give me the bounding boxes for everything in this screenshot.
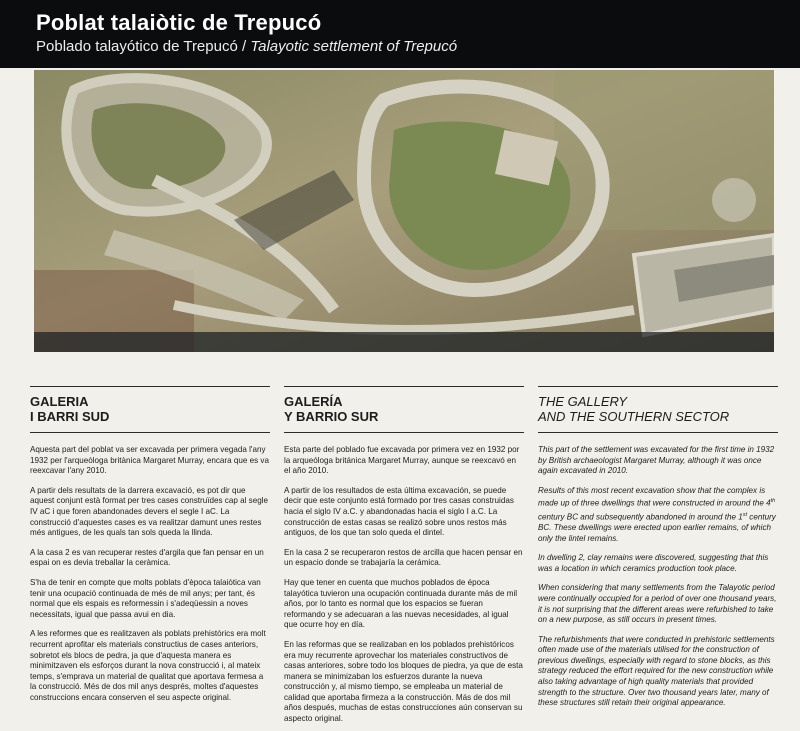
paragraph: In dwelling 2, clay remains were discovered, suggesting that this was a location in which ceramics production took place. xyxy=(538,553,769,573)
page-title: Poblat talaiòtic de Trepucó xyxy=(36,10,322,35)
paragraph: Hay que tener en cuenta que muchos poblados de época talayótica tuvieron una ocupación continuada durante más de mil años, por lo tanto es normal que los espacios se fueran reformando y se adecuaran a las nuevas necesidades, al igual que ocurre hoy en día. xyxy=(284,577,518,630)
heading-rule-top xyxy=(538,386,778,387)
heading-line-2: AND THE SOUTHERN SECTOR xyxy=(538,409,730,424)
paragraph: When considering that many settlements from the Talayotic period were continually occupied for a period of over one thousand years, it is not surprising that the different areas were refurbished to take on a new purpose, as still occurs in present times. xyxy=(538,583,777,625)
heading-line-1: GALERIA xyxy=(30,394,89,409)
column-catalan xyxy=(30,386,270,712)
panel-header xyxy=(0,0,800,68)
section-heading xyxy=(30,394,270,424)
paragraph: A partir dels resultats de la darrera excavació, es pot dir que aquest conjunt està format per tres cases construïdes cap al segle IV aC i que foren abandonades devers el segle I aC. La construcció d'aquestes cases es va realitzar damunt unes restes més antigues, de les quals tan sols queda la llinda. xyxy=(30,485,268,538)
section-heading xyxy=(284,394,524,424)
heading-line-1: GALERÍA xyxy=(284,394,343,409)
paragraph: A la casa 2 es van recuperar restes d'argila que fan pensar en un espai on es devia treballar la ceràmica. xyxy=(30,547,264,568)
heading-rule-top xyxy=(284,386,524,387)
paragraph: Results of this most recent excavation show that the complex is made up of three dwellings that were constructed in around the 4th century BC and subsequently abandoned in around the 1st century BC. These dwellings were erected upon earlier remains, of which only the lintel remains. xyxy=(538,485,776,543)
heading-line-1: THE GALLERY xyxy=(538,394,628,409)
column-english xyxy=(538,386,778,718)
subtitle-spanish: Poblado talayótico de Trepucó / xyxy=(36,38,247,55)
aerial-photo xyxy=(34,70,774,352)
paragraph: Aquesta part del poblat va ser excavada per primera vegada l'any 1932 per l'arqueòloga britànica Margaret Murray, encara que es va reexcavar l'any 2010. xyxy=(30,445,269,476)
page-subtitle xyxy=(36,38,457,55)
heading-rule-bottom xyxy=(30,432,270,433)
paragraph: The refurbishments that were conducted in prehistoric settlements often made use of the materials utilised for the construction of previous dwellings, especially with regard to stone blocks, as this strategy reduced the effort required for the new construction while also taking advantage of high quality materials that provided strength to the structure. Over two thousand years later, many of these structures still retain their original appearance. xyxy=(538,634,775,708)
paragraph: En las reformas que se realizaban en los poblados prehistóricos era muy recurrente aprovechar los materiales constructivos de casas anteriores, sobre todo los bloques de piedra, ya que de esta manera se minimizaban los esfuerzos durante la nueva construcción y, al mismo tiempo, se empleaba un material de calidad que aportaba firmeza a la construcción. Más de dos mil años después, muchas de estas construcciones aún conservan su aspecto original. xyxy=(284,639,523,724)
heading-rule-top xyxy=(30,386,270,387)
section-heading xyxy=(538,394,778,424)
paragraph: Esta parte del poblado fue excavada por primera vez en 1932 por la arqueóloga británica Margaret Murray, aunque se reexcavó en el año 2010. xyxy=(284,445,520,476)
heading-rule-bottom xyxy=(538,432,778,433)
paragraph: A les reformes que es realitzaven als poblats prehistòrics era molt recurrent aprofitar els materials constructius de cases anteriors, sobretot els blocs de pedra, ja que d'aquesta manera es minimitzaven els esforços durant la nova construcció i, al mateix temps, s'emprava un material de qualitat que aportava fermesa a la construcció. Més de dos mil anys després, moltes d'aquestes construccions encara conserven el seu aspecte original. xyxy=(30,629,266,702)
heading-line-2: I BARRI SUD xyxy=(30,409,110,424)
paragraph: S'ha de tenir en compte que molts poblats d'època talaiòtica van tenir una ocupació continuada de més de mil anys; per tant, és normal que els espais es reformessin i s'adeqüessin a noves necessitats, igual que passa avui en dia. xyxy=(30,577,261,619)
subtitle-english: Talayotic settlement of Trepucó xyxy=(250,38,458,55)
aerial-photo-illustration xyxy=(34,70,774,352)
paragraph: En la casa 2 se recuperaron restos de arcilla que hacen pensar en un espacio donde se trabajaría la cerámica. xyxy=(284,547,523,568)
column-spanish xyxy=(284,386,524,731)
heading-line-2: Y BARRIO SUR xyxy=(284,409,379,424)
heading-rule-bottom xyxy=(284,432,524,433)
paragraph: A partir de los resultados de esta última excavación, se puede decir que este conjunto está formado por tres casas construidas hacia el siglo IV a.C. y abandonadas hacia el siglo I a.C. La construcción de estas casas se realizó sobre unos restos más antiguos, de los que tan solo queda el dintel. xyxy=(284,485,514,538)
paragraph: This part of the settlement was excavated for the first time in 1932 by British archaeologist Margaret Murray, although it was once again excavated in 2010. xyxy=(538,445,775,476)
